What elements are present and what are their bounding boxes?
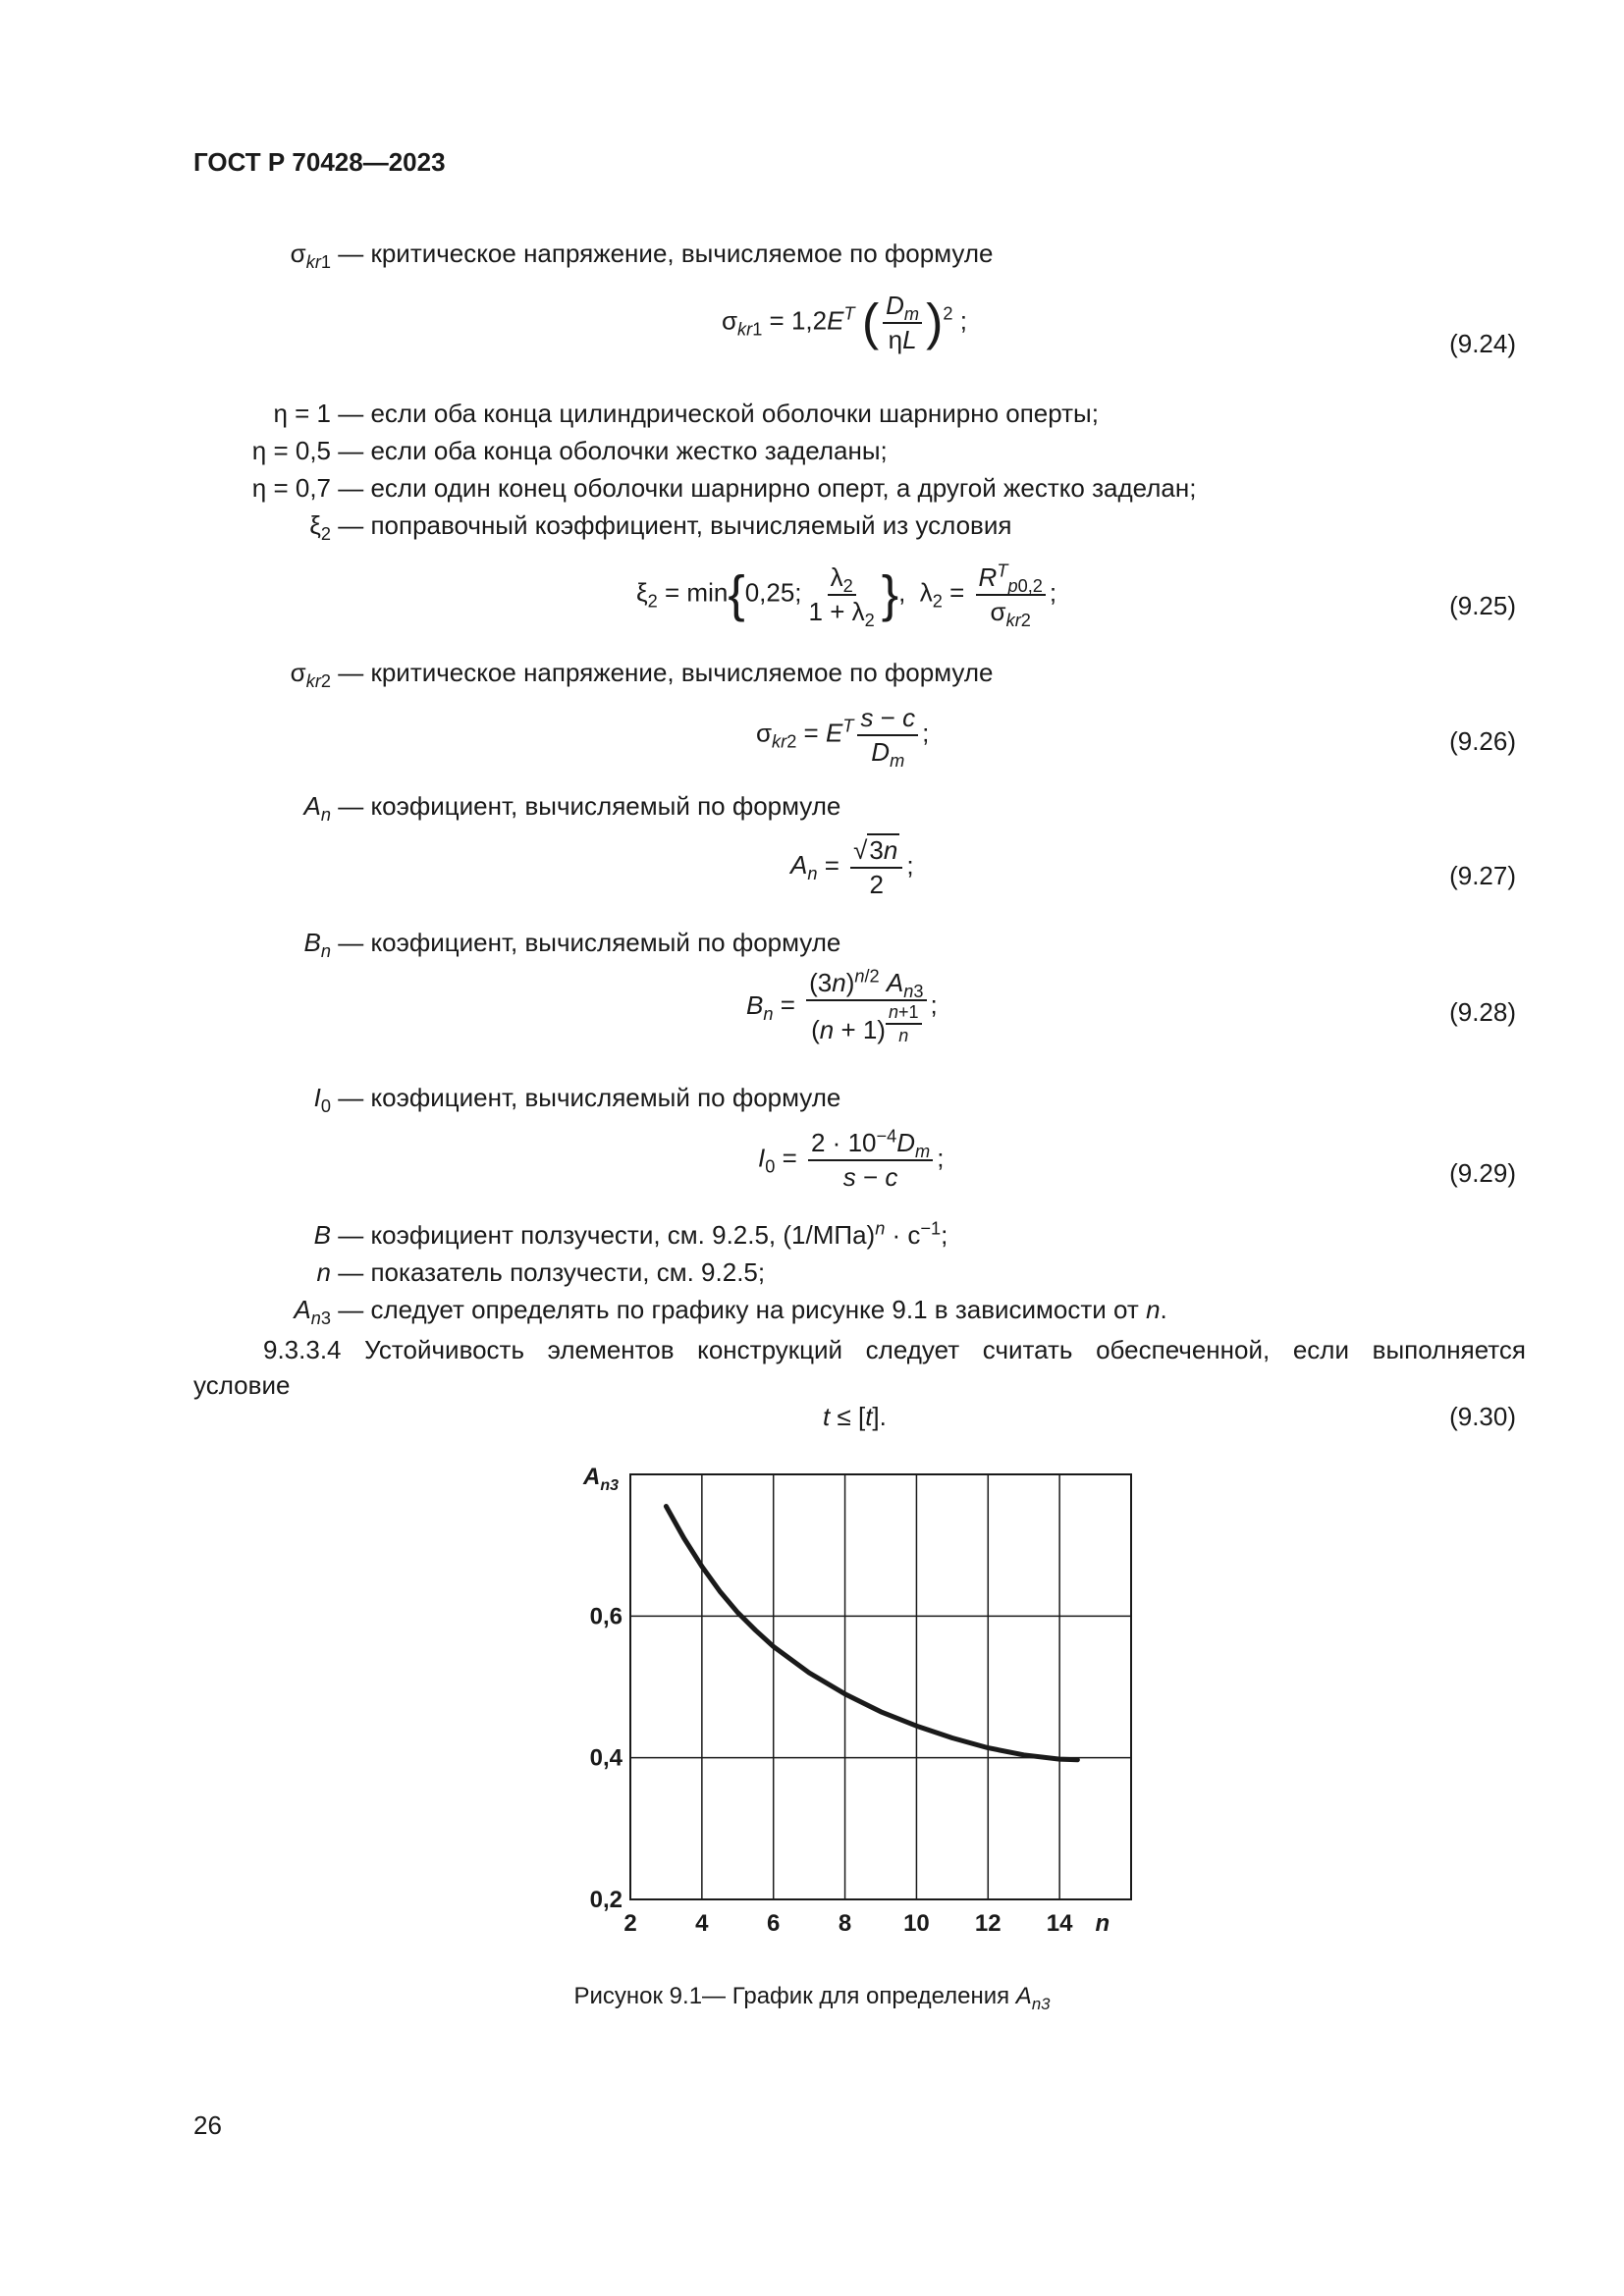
def-eta-1 (193, 400, 1099, 426)
y-axis-label: $A_{n3}$ (583, 1464, 620, 1494)
figure-caption-text: Рисунок 9.1— График для определения (573, 1983, 1010, 2009)
equation-9-24: $\sigma_{kr1} = 1,2E^T$ ( $\frac{D_m}{\eta L}$ )$^2$ ; (722, 291, 967, 354)
def-symbol: η = 0,7 (251, 473, 331, 503)
def-symbol: B (313, 1220, 331, 1250)
def-text: — коэфициент ползучести, см. 9.2.5, $(1/МПа)^n \cdot с^{-1}$; (338, 1218, 948, 1250)
document-header: ГОСТ Р 70428—2023 (193, 147, 446, 177)
x-tick-label: 14 (1046, 1910, 1073, 1937)
page-number: 26 (193, 2110, 222, 2140)
equation-number: (9.28) (1449, 997, 1516, 1027)
x-tick-label: 10 (903, 1910, 930, 1937)
def-text: — следует определять по графику на рисунке 9.1 в зависимости от n. (338, 1295, 1167, 1324)
equation-number: (9.30) (1449, 1402, 1516, 1431)
def-text: — поправочный коэффициент, вычисляемый из условия (338, 510, 1012, 540)
y-tick-label: 0,2 (589, 1887, 623, 1913)
series-line (666, 1507, 1077, 1760)
def-symbol: $I_0$ (313, 1083, 331, 1117)
paragraph-line-1: 9.3.3.4 Устойчивость элементов конструкций следует считать обеспеченной, если выполняется (263, 1335, 1526, 1364)
def-xi2 (193, 510, 1012, 545)
y-tick-label: 0,6 (589, 1603, 623, 1630)
def-text: — критическое напряжение, вычисляемое по формуле (338, 658, 994, 687)
figure-caption-symbol: A (1015, 1983, 1032, 2009)
def-symbol: $\xi_2$ (309, 510, 331, 545)
equation-9-29: $I_0$ = $\frac{2 \cdot 10^{-4}D_m}{s - c}$ ; (758, 1126, 945, 1192)
x-tick-label: 2 (623, 1910, 637, 1937)
paragraph-line-2: условие (193, 1370, 291, 1400)
def-sigma-kr1 (193, 239, 994, 273)
y-tick-label: 0,4 (589, 1744, 623, 1772)
def-text: — коэфициент, вычисляемый по формуле (338, 1083, 841, 1112)
def-symbol: n (316, 1257, 331, 1287)
equation-number: (9.25) (1449, 591, 1516, 620)
x-tick-label: 6 (767, 1910, 781, 1937)
def-sigma-kr2 (193, 658, 994, 692)
def-text: — показатель ползучести, см. 9.2.5; (338, 1257, 766, 1287)
def-n (193, 1259, 765, 1285)
x-tick-label: 12 (974, 1910, 1001, 1937)
def-I0 (193, 1083, 841, 1117)
x-tick-label: 4 (695, 1910, 709, 1937)
def-symbol: η = 1 (273, 399, 331, 428)
def-eta-07 (193, 475, 1196, 501)
equation-number: (9.27) (1449, 861, 1516, 890)
def-symbol: $\sigma_{kr1}$ (290, 239, 331, 273)
equation-9-30: t ≤ [t]. (823, 1402, 887, 1431)
def-symbol: $A_n$ (303, 791, 331, 826)
figure-caption-subscript: n3 (1031, 1994, 1051, 2013)
def-text: — коэфициент, вычисляемый по формуле (338, 928, 841, 957)
def-symbol: η = 0,5 (251, 436, 331, 465)
def-B (193, 1218, 948, 1250)
def-text: — если оба конца цилиндрической оболочки шарнирно оперты; (338, 399, 1099, 428)
plot-frame (630, 1474, 1131, 1899)
equation-9-25: $\xi_2 = \min\{0,25$; $\frac{\lambda_2}{1 + \lambda_2}$ }, $\lambda_2$ = $\frac{R^T_{p0,2}}{\sigma_{kr2}}$ ; (636, 561, 1057, 630)
def-symbol: $A_{n3}$ (294, 1295, 331, 1329)
equation-number: (9.24) (1449, 329, 1516, 358)
def-text: — если один конец оболочки шарнирно оперт, а другой жестко заделан; (338, 473, 1197, 503)
equation-number: (9.26) (1449, 726, 1516, 756)
x-tick-label: 8 (838, 1910, 852, 1937)
equation-9-27: $A_n$ = $\frac{√3n}{2}$ ; (790, 835, 914, 899)
figure-caption (0, 1983, 1624, 2013)
def-An (193, 791, 841, 826)
def-Bn (193, 928, 841, 962)
def-symbol: $B_n$ (303, 928, 331, 962)
def-symbol: $\sigma_{kr2}$ (290, 658, 331, 692)
def-eta-05 (193, 438, 888, 463)
def-An3 (193, 1295, 1167, 1329)
equation-9-26: $\sigma_{kr2} = E^T$ $\frac{s - c}{D_m}$ ; (756, 703, 930, 771)
chart-9-1 (550, 1453, 1159, 1944)
def-text: — если оба конца оболочки жестко заделаны; (338, 436, 888, 465)
def-text: — коэфициент, вычисляемый по формуле (338, 791, 841, 821)
equation-9-28: $B_n$ = $(3n)^{n/2}$ $A_{n3}$ (n + 1) $^{\frac{n+1}{n}}$ ; (746, 966, 938, 1045)
x-axis-label: n (1095, 1910, 1110, 1937)
equation-number: (9.29) (1449, 1158, 1516, 1188)
def-text: — критическое напряжение, вычисляемое по формуле (338, 239, 994, 268)
